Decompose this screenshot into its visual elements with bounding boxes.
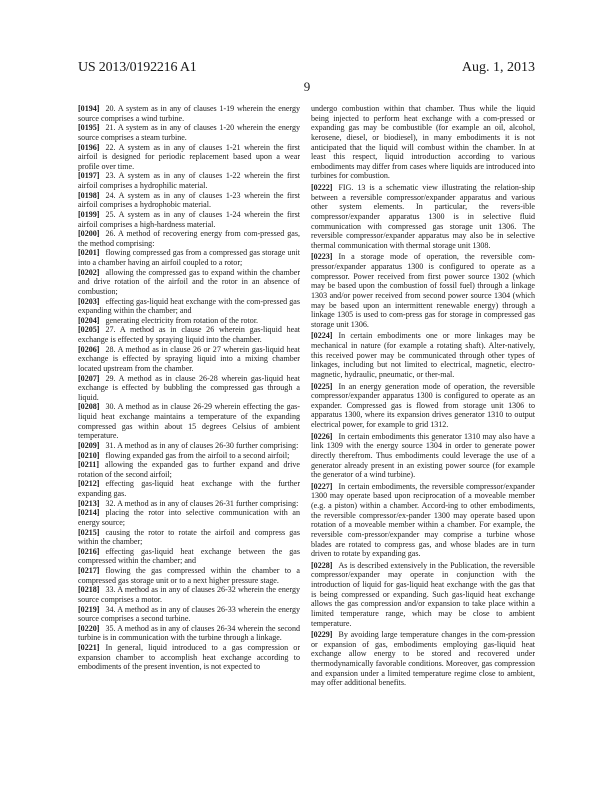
paragraph [78,547,300,566]
paragraph-text: placing the rotor into selective communication with an energy source; [78,508,300,527]
paragraph-text: 29. A method as in clause 26-28 wherein gas-liquid heat exchange is effected by bubbling the compressed gas through a liquid. [78,373,300,402]
paragraph-text: As is described extensively in the Publication, the reversible compressor/expander may operate in conjunction with the introduction of liquid for gas-liquid heat exchange with the gas that is being compressed or expanding. Such gas-liquid heat exchange allows the gas compression and/or expansion to take place within a limited temperature range, which may be close to ambient temperature. [311,560,535,628]
paragraph-number: [0213] [78,498,100,508]
paragraph-text: In general, liquid introduced to a gas compression or expansion chamber to accomplish heat exchange according to embodiments of the present invention, is not expected to [78,643,300,672]
paragraph [78,104,300,123]
paragraph-number: [0205] [78,325,100,335]
paragraph-number: [0226] [311,431,333,441]
paragraph [311,104,535,181]
paragraph-text: By avoiding large temperature changes in the com-pression or expansion of gas, embodiments employing gas-liquid heat exchange allow energy to be stored and recovered under thermodynamically favorable conditions. Moreover, gas compression and expansion under a limited temperature regime close to ambient, may offer additional benefits. [311,630,535,688]
paragraph [78,508,300,527]
paragraph-text: generating electricity from rotation of the rotor. [105,315,259,325]
paragraph-number: [0219] [78,604,100,614]
paragraph-text: effecting gas-liquid heat exchange between the gas compressed within the chamber; and [78,546,300,566]
paragraph [311,331,535,379]
publication-date: Aug. 1, 2013 [461,60,535,75]
paragraph [78,402,300,441]
paragraph [78,374,300,403]
paragraph [78,499,300,509]
paragraph [311,382,535,430]
paragraph-number: [0215] [78,527,100,537]
publication-number: US 2013/0192216 A1 [78,60,197,75]
paragraph-number: [0203] [78,296,100,306]
paragraph-number: [0229] [311,630,333,640]
paragraph-text: In certain embodiments one or more linkages may be mechanical in nature (for example a rotating shaft). Alter-natively, this received power may be communicated through other types of linkages, including but not limited to electrical, magnetic, electro-magnetic, hydraulic, pneumatic, or ther-mal. [311,331,535,379]
paragraph-text: undergo combustion within that chamber. Thus while the liquid being injected to perform heat exchange with a com-pressed or expanding gas may be combustible (for example an oil, alcohol, kerosene, diesel, or biodiesel), in many embodiments it is not anticipated that the liquid will combust within the chamber. In at least this respect, liquid introduction according to various embodiments may differ from cases where liquids are introduced into turbines for combustion. [311,104,535,181]
paragraph-text: 25. A system as in any of clauses 1-24 wherein the first airfoil comprises a high-hardness material. [78,209,300,229]
paragraph-number: [0206] [78,344,100,354]
paragraph-number: [0210] [78,450,100,460]
paragraph-number: [0194] [78,104,100,113]
paragraph-text: effecting gas-liquid heat exchange with the com-pressed gas expanding within the chamber; and [78,296,300,316]
left-column [78,104,300,672]
paragraph-text: FIG. 13 is a schematic view illustrating the relation-ship between a reversible compressor/expander apparatus and various other system elements. In particular, the revers-ible compressor/expander apparatus 1300 is in selective fluid communication with compressed gas storage unit 1306. The reversible compressor/expander apparatus may also be in selective thermal communication with thermal storage unit 1308. [311,183,535,250]
paragraph-number: [0207] [78,373,100,383]
paragraph-number: [0212] [78,479,100,489]
paragraph-number: [0201] [78,248,100,258]
paragraph-text: In certain embodiments this generator 1310 may also have a link 1309 with the energy source 1304 in order to generate power directly therefrom. Thus embodiments could leverage the use of a generator already present in an existing power source (for example the generator of a wind turbine). [311,431,535,480]
paragraph-text: 30. A method as in clause 26-29 wherein effecting the gas-liquid heat exchange maintains a temperature of the expanding compressed gas within about 15 degrees Celsius of ambient temperature. [78,402,300,441]
paragraph [78,143,300,172]
paragraph [78,345,300,374]
paragraph [78,210,300,229]
paragraph [78,229,300,248]
paragraph-number: [0197] [78,171,100,181]
paragraph-number: [0214] [78,508,100,518]
paragraph-number: [0221] [78,643,100,652]
paragraph [78,605,300,624]
paragraph [311,183,535,250]
paragraph-text: flowing compressed gas from a compressed gas storage unit into a chamber having an airfoil coupled to a rotor; [78,248,300,267]
paragraph-number: [0211] [78,460,100,470]
paragraph [78,451,300,461]
paragraph-text: 33. A method as in any of clauses 26-32 wherein the energy source comprises a motor. [78,585,300,604]
paragraph [78,460,300,479]
paragraph-text: In an energy generation mode of operation, the reversible compressor/expander apparatus 1300 is configured to operate as an expander. Compressed gas is flowed from storage unit 1306 to apparatus 1300, where its expansion drives generator 1310 to output electrical power, for example to grid 1312. [311,381,535,429]
paragraph [78,123,300,142]
paragraph-number: [0200] [78,229,100,239]
paragraph [78,585,300,604]
paragraph-text: 20. A system as in any of clauses 1-19 wherein the energy source comprises a wind turbine. [78,104,300,123]
paragraph [78,441,300,451]
paragraph [78,248,300,267]
paragraph-text: 26. A method of recovering energy from com-pressed gas, the method comprising: [78,229,300,248]
paragraph [311,630,535,688]
paragraph [311,482,535,559]
paragraph [78,528,300,547]
paragraph-text: effecting gas-liquid heat exchange with the further expanding gas. [78,479,300,498]
paragraph-text: flowing expanded gas from the airfoil to a second airfoil; [105,450,290,460]
paragraph [78,325,300,344]
right-column [311,104,535,688]
paragraph-text: allowing the compressed gas to expand within the chamber and drive rotation of the airfoil and the rotor in an absence of combustion; [78,267,300,296]
paragraph [311,432,535,480]
paragraph-number: [0209] [78,440,100,450]
paragraph-text: 22. A system as in any of clauses 1-21 wherein the first airfoil is designed for periodic replacement based upon a wear profile over time. [78,142,300,171]
paragraph-number: [0224] [311,331,333,341]
paragraph-number: [0227] [311,481,333,491]
paragraph-text: 23. A system as in any of clauses 1-22 wherein the first airfoil comprises a hydrophilic material. [78,171,300,190]
paragraph-number: [0208] [78,402,100,412]
paragraph-text: causing the rotor to rotate the airfoil and compress gas within the chamber; [78,527,300,547]
paragraph-text: 32. A method as in any of clauses 26-31 further comprising: [105,498,299,508]
paragraph-number: [0217] [78,566,100,575]
paragraph-number: [0222] [311,183,333,192]
paragraph-text: 24. A system as in any of clauses 1-23 wherein the first airfoil comprises a hydrophobic material. [78,190,300,210]
paragraph [78,479,300,498]
paragraph-number: [0202] [78,267,100,277]
paragraph [78,191,300,210]
paragraph [78,297,300,316]
paragraph-number: [0218] [78,585,100,595]
paragraph-text: 34. A method as in any of clauses 26-33 wherein the energy source comprises a second turbine. [78,604,300,624]
paragraph [311,252,535,329]
paragraph-text: 35. A method as in any of clauses 26-34 wherein the second turbine is in communication with the turbine through a linkage. [78,623,300,643]
paragraph-number: [0195] [78,123,100,133]
paragraph-text: In certain embodiments, the reversible compressor/expander 1300 may operate based upon reciprocation of a moveable member (e.g. a piston) within a chamber. Accord-ing to other embodiments, the reversible compressor/ex-pander 1300 may operate based upon rotation of a moveable member within a chamber. For example, the reversible com-pressor/expander may comprise a turbine whose blades are rotated to compress gas, and whose blades are in turn driven to rotate by expanding gas. [311,481,535,559]
paragraph-number: [0198] [78,190,100,200]
paragraph [78,171,300,190]
paragraph-number: [0228] [311,560,333,570]
paragraph-text: 27. A method as in clause 26 wherein gas-liquid heat exchange is effected by spraying liquid into the chamber. [78,325,300,344]
paragraph-number: [0220] [78,623,100,633]
paragraph [78,566,300,585]
paragraph-number: [0225] [311,381,333,391]
paragraph-number: [0216] [78,546,100,556]
paragraph-text: flowing the gas compressed within the chamber to a compressed gas storage unit or to a next higher pressure stage. [78,566,300,585]
paragraph-text: 31. A method as in any of clauses 26-30 further comprising: [105,440,299,450]
paragraph [311,561,535,628]
paragraph-number: [0199] [78,209,100,219]
paragraph [78,643,300,672]
paragraph-text: 28. A method as in clause 26 or 27 wherein gas-liquid heat exchange is effected by spraying liquid into a mixing chamber located upstream from the chamber. [78,344,300,373]
paragraph-number: [0223] [311,252,333,262]
paragraph-number: [0196] [78,142,100,152]
paragraph [78,316,300,326]
paragraph [78,624,300,643]
paragraph-text: In a storage mode of operation, the reversible com-pressor/expander apparatus 1300 is configured to operate as a compressor. Power received from first power source 1302 (which may be based upon the combustion of fossil fuel) through a linkage 1303 and/or power received from second power source 1304 (which may be based upon an intermittent renewable energy) through a linkage 1305 is used to com-press gas for storage in compressed gas storage unit 1306. [311,252,535,329]
page-number: 9 [303,79,311,94]
paragraph [78,268,300,297]
paragraph-text: allowing the expanded gas to further expand and drive rotation of the second airfoil; [78,460,300,479]
paragraph-number: [0204] [78,315,100,325]
paragraph-text: 21. A system as in any of clauses 1-20 wherein the energy source comprises a steam turbine. [78,123,300,142]
